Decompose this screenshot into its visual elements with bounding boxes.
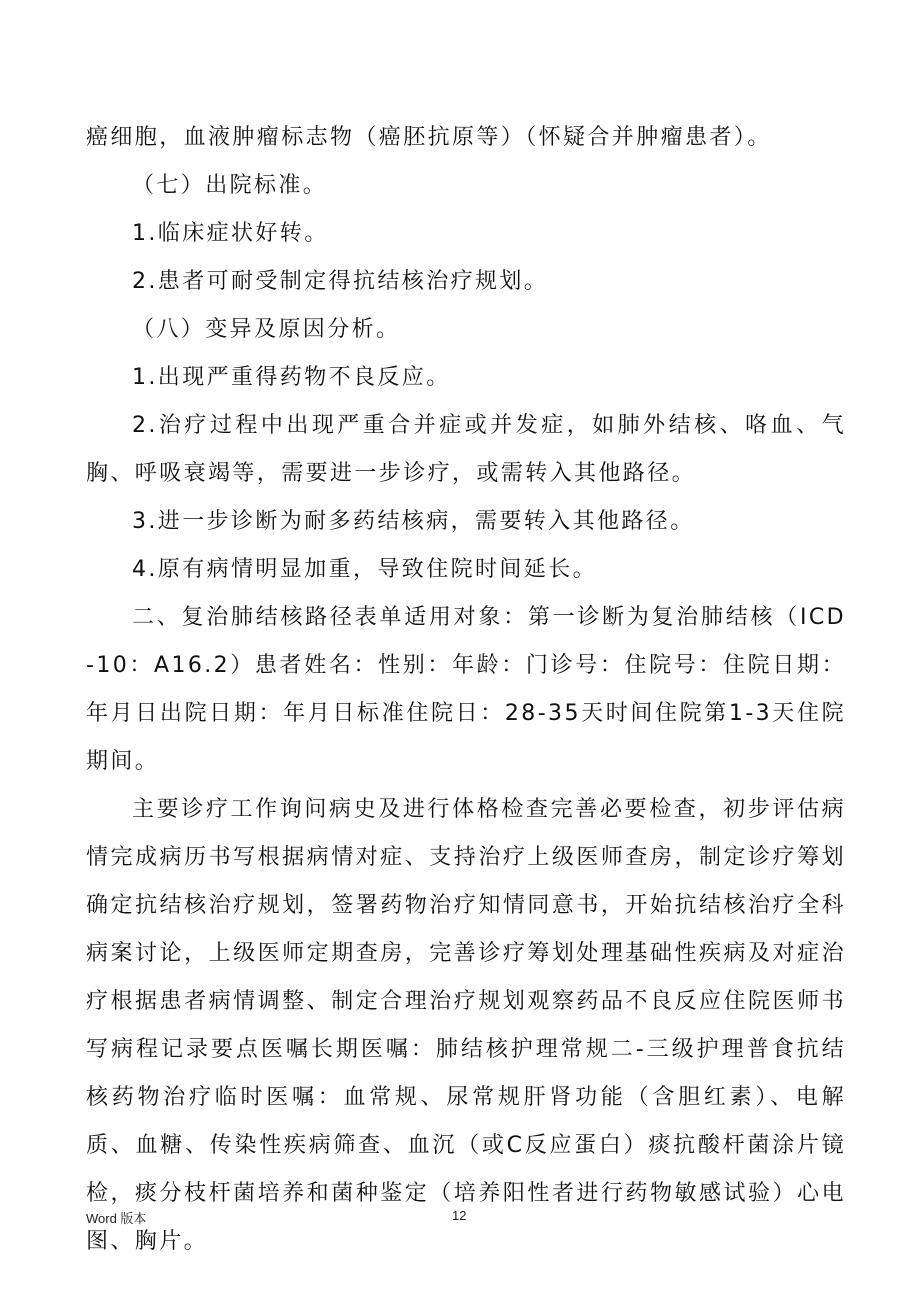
paragraph-10: 二、复治肺结核路径表单适用对象：第一诊断为复治肺结核（ICD-10：A16.2）患者姓名：性别：年龄：门诊号：住院号：住院日期：年月日出院日期：年月日标准住院日：28-35天时间住院第1-3天住院期间。 <box>86 605 846 774</box>
paragraph-8: 3.进一步诊断为耐多药结核病，需要转入其他路径。 <box>132 509 695 534</box>
paragraph-9: 4.原有病情明显加重，导致住院时间延长。 <box>132 557 597 582</box>
paragraph-1: 癌细胞，血液肿瘤标志物（癌胚抗原等）（怀疑合并肿瘤患者）。 <box>86 125 772 150</box>
paragraph-6: 1.出现严重得药物不良反应。 <box>132 365 451 390</box>
paragraph-4: 2.患者可耐受制定得抗结核治疗规划。 <box>132 269 549 294</box>
paragraph-2: （七）出院标准。 <box>132 173 328 198</box>
footer-label: Word 版本 <box>86 1211 147 1226</box>
paragraph-7: 2.治疗过程中出现严重合并症或并发症，如肺外结核、咯血、气胸、呼吸衰竭等，需要进一步诊疗，或需转入其他路径。 <box>86 413 846 486</box>
paragraph-11: 主要诊疗工作询问病史及进行体格检查完善必要检查，初步评估病情完成病历书写根据病情对症、支持治疗上级医师查房，制定诊疗筹划确定抗结核治疗规划，签署药物治疗知情同意书，开始抗结核治疗全科病案讨论，上级医师定期查房，完善诊疗筹划处理基础性疾病及对症治疗根据患者病情调整、制定合理治疗规划观察药品不良反应住院医师书写病程记录要点医嘱长期医嘱：肺结核护理常规二-三级护理普食抗结核药物治疗临时医嘱：血常规、尿常规肝肾功能（含胆红素）、电解质、血糖、传染性疾病筛查、血沉（或C反应蛋白）痰抗酸杆菌涂片镜检，痰分枝杆菌培养和菌种鉴定（培养阳性者进行药物敏感试验）心电图、胸片。 <box>86 797 846 1254</box>
paragraph-3: 1.临床症状好转。 <box>132 221 329 246</box>
document-body <box>86 114 846 1266</box>
page-number: 12 <box>452 1208 467 1223</box>
paragraph-5: （八）变异及原因分析。 <box>132 317 401 342</box>
